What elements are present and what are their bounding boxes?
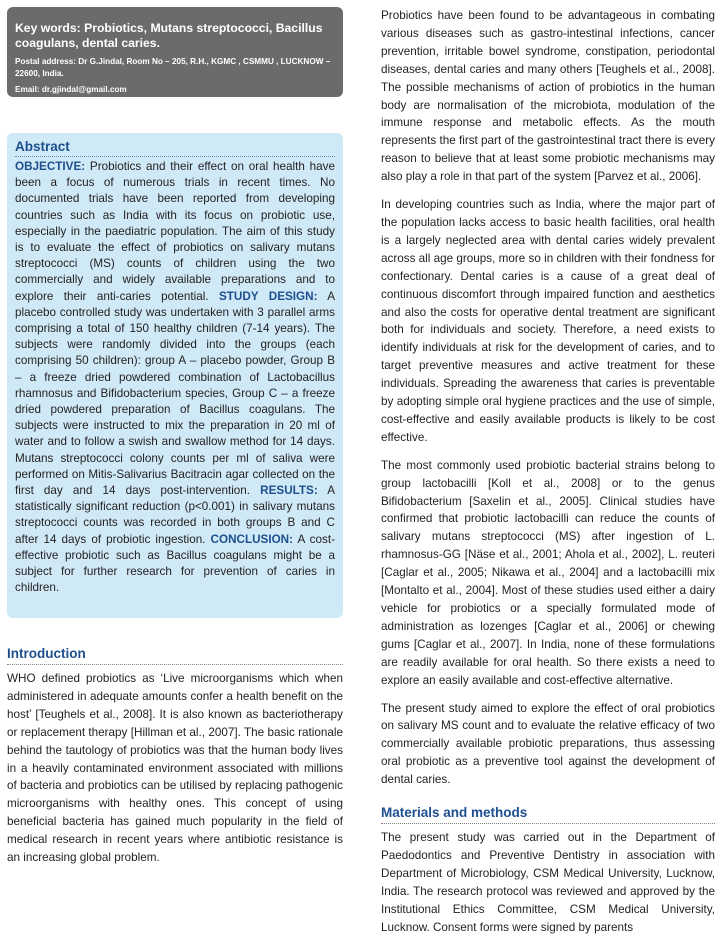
introduction-section [7,646,343,867]
conclusion-label: CONCLUSION: [210,532,293,546]
body-paragraph-2: In developing countries such as India, where the major part of the population lacks access to basic health facilities, oral health is a largely neglected area with dental caries widely prevalent across all age groups, more so in children with their fondness for confectionary. Dental caries is a cause of a great deal of continuous discomfort through impaired function and aesthetics and also the costs for operative dental treatment are significant both for individuals and society. Therefore, a need exists to identify individuals at risk for the development of caries, and to target preventive measures and active treatment for these individuals. Spreading the awareness that caries is preventable by adopting simple oral hygiene practices and the use of simple, cost-effective and easily available products is likely to be cost effective. [381,198,715,444]
keywords-box [7,7,343,97]
abstract-body [15,159,335,596]
abstract-box [7,133,343,618]
materials-methods-title: Materials and methods [381,805,715,824]
objective-label: OBJECTIVE: [15,160,86,173]
study-design-text: A placebo controlled study was undertaken with 3 parallel arms comprising a total of 150 healthy children (7-14 years). The subjects were randomly divided into the groups (each comprising 50 children): group A – placebo powder, Group B – a freeze dried powdered combination of Lactobacillus rhamnosus and Bifidobacterium species, Group C – a freeze dried powdered preparation of Bacillus coagulans. The subjects were instructed to mix the preparation in 20 ml of water and to follow a swish and swallow method for 14 days. Mutans streptococci colony counts per ml of saliva were performed on Mitis-Salivarius Bacitracin agar collected on the first day and 14 days post-intervention. [15,289,336,498]
body-paragraph-5: The present study was carried out in the Department of Paedodontics and Preventive Dentistry in association with Department of Microbiology, CSM Medical University, Lucknow, India. The research protocol was reviewed and approved by the Institutional Ethics Committee, CSM Medical University, Lucknow. Consent forms were signed by parents [381,831,715,934]
results-label: RESULTS: [260,484,318,498]
body-paragraph-3: The most commonly used probiotic bacterial strains belong to group lactobacilli [Koll et al., 2008] or to the genus Bifidobacterium [Saxelin et al., 2005]. Clinical studies have confirmed that probiotic lactobacilli can reduce the counts of salivary mutans streptococci (MS) after ingestion of L. rhamnosus-GG [Näse et al., 2001; Ahola et al., 2002], L. reuteri [Caglar et al., 2005; Nikawa et al., 2004] and a lactobacilli mix [Montalto et al., 2004]. Most of these studies used either a dairy vehicle for probiotics or a specially formulated mode of administration as lozenges [Caglar et al., 2006] or chewing gums [Caglar et al., 2007]. In India, none of these formulations are readily available for oral health. So there exists a need to explore an easily available and cost-effective alternative. [381,458,715,687]
results-text: A statistically significant reduction (p<0.001) in salivary mutans streptococci counts was recorded in both groups B and C after 14 days of probiotic ingestion. [15,484,335,546]
keywords: Key words: Probiotics, Mutans streptococci, Bacillus coagulans, dental caries. [15,21,323,50]
right-column [381,7,715,937]
abstract-title: Abstract [15,139,335,157]
introduction-paragraph: WHO defined probiotics as ‘Live microorganisms which when administered in adequate amounts confer a health benefit on the host’ [Teughels et al., 2008]. It is also known as bacteriotherapy or replacement therapy [Hillman et al., 2007]. The basic rationale behind the tautology of probiotics was that the human body lives in a heavily contaminated environment associated with millions of bacteria and probiotics can be utilised by replacing pathogenic microorganisms with healthy ones. This concept of using beneficial bacteria has gained much popularity in the field of medical research in recent years where antibiotic resistance is an increasing global problem. [7,672,343,865]
body-paragraph-4: The present study aimed to explore the effect of oral probiotics on salivary MS count and to evaluate the relative efficacy of two commercially available probiotic preparations, thus assessing oral probiotic as a preventive tool against the development of dental caries. [381,701,715,787]
objective-text: Probiotics and their effect on oral health have been a focus of numerous trials in recent times. No documented trials have been reported from developing countries such as India with its focus on probiotic use, especially in the paediatric population. The aim of this study is to evaluate the effect of probiotics on salivary mutans streptococci (MS) counts of children using the two commercially and widely available preparations and to explore their anti-caries potential. [15,160,335,303]
study-design-label: STUDY DESIGN: [218,289,318,303]
conclusion-text: A cost-effective probiotic such as Bacillus coagulans might be a subject for further research for prevention of caries in children. [15,532,335,595]
postal-address: Postal address: Dr G.Jindal, Room No – 205, R.H., KGMC , CSMMU , LUCKNOW – 22600, India. [15,57,331,78]
body-paragraph-1: Probiotics have been found to be advantageous in combating various diseases such as gastro-intestinal infections, cancer prevention, irritable bowel syndrome, constipation, periodontal diseases, dental caries and many others [Teughels et al., 2008]. The possible mechanisms of action of probiotics in the human body are normalisation of the microbiota, modulation of the immune response and metabolic effects. As the mouth represents the first part of the gastrointestinal tract there is every reason to believe that at least some probiotic mechanisms may also play a role in that part of the system [Parvez et al., 2006]. [381,9,715,184]
left-column [7,7,343,867]
introduction-title: Introduction [7,646,343,665]
email-address: Email: dr.gjindal@gmail.com [15,85,127,94]
